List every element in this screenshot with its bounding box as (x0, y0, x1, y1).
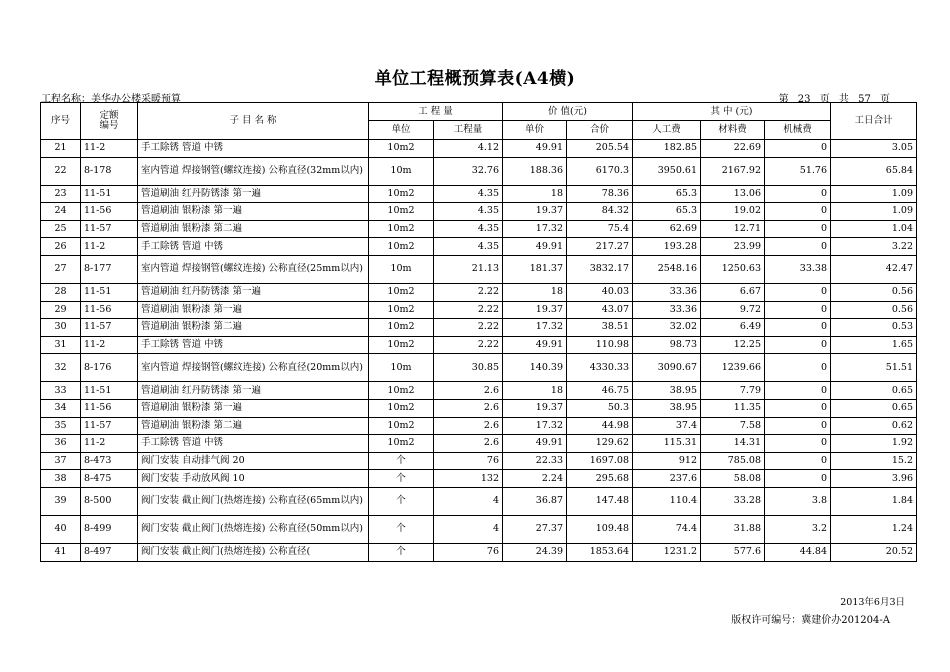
row-qty: 2.22 (434, 336, 503, 354)
row-price: 49.91 (503, 336, 567, 354)
page-label-gong: 共 (838, 94, 849, 105)
license-number: 版权许可编号：冀建价办201204-A (731, 615, 890, 626)
row-qty: 76 (434, 452, 503, 470)
row-total: 43.07 (567, 301, 633, 319)
row-price: 49.91 (503, 435, 567, 453)
row-qty: 2.22 (434, 301, 503, 319)
row-price: 19.37 (503, 399, 567, 417)
row-material: 13.06 (701, 185, 765, 203)
row-code: 11-57 (81, 220, 138, 238)
row-workday: 1.09 (831, 185, 917, 203)
row-price: 19.37 (503, 301, 567, 319)
row-seq: 36 (41, 435, 81, 453)
row-unit: 10m (369, 354, 434, 382)
row-price: 36.87 (503, 487, 567, 515)
row-name: 室内管道 焊接钢管(螺纹连接) 公称直径(20mm以内) (138, 354, 369, 382)
row-labor: 3090.67 (633, 354, 701, 382)
row-seq: 39 (41, 487, 81, 515)
row-machine: 0 (765, 140, 831, 158)
row-machine: 0 (765, 336, 831, 354)
row-seq: 32 (41, 354, 81, 382)
row-price: 24.39 (503, 543, 567, 561)
row-name: 手工除锈 管道 中锈 (138, 435, 369, 453)
row-machine: 0 (765, 203, 831, 221)
row-total: 1697.08 (567, 452, 633, 470)
table-row (41, 452, 917, 470)
row-name: 阀门安装 自动排气阀 20 (138, 452, 369, 470)
row-labor: 74.4 (633, 515, 701, 543)
table-row (41, 435, 917, 453)
row-qty: 2.22 (434, 319, 503, 337)
row-unit: 10m2 (369, 336, 434, 354)
row-labor: 32.02 (633, 319, 701, 337)
header-seq: 序号 (41, 103, 81, 140)
row-code: 11-2 (81, 140, 138, 158)
row-seq: 38 (41, 470, 81, 488)
table-row (41, 487, 917, 515)
header-labor: 人工费 (633, 121, 701, 140)
row-seq: 30 (41, 319, 81, 337)
row-code: 11-56 (81, 399, 138, 417)
row-material: 785.08 (701, 452, 765, 470)
row-unit: 10m2 (369, 435, 434, 453)
row-machine: 51.76 (765, 157, 831, 185)
row-price: 188.36 (503, 157, 567, 185)
row-seq: 31 (41, 336, 81, 354)
row-machine: 0 (765, 452, 831, 470)
row-code: 11-2 (81, 336, 138, 354)
row-workday: 0.56 (831, 301, 917, 319)
row-unit: 个 (369, 543, 434, 561)
row-price: 18 (503, 185, 567, 203)
row-qty: 4.35 (434, 220, 503, 238)
row-code: 8-473 (81, 452, 138, 470)
row-name: 管道刷油 银粉漆 第二遍 (138, 220, 369, 238)
row-qty: 76 (434, 543, 503, 561)
header-unit: 单位 (369, 121, 434, 140)
row-code: 8-177 (81, 255, 138, 283)
table-row (41, 157, 917, 185)
row-workday: 51.51 (831, 354, 917, 382)
row-code: 11-57 (81, 319, 138, 337)
row-material: 33.28 (701, 487, 765, 515)
row-labor: 98.73 (633, 336, 701, 354)
row-name: 阀门安装 截止阀门(热熔连接) 公称直径( (138, 543, 369, 561)
header-machine: 机械费 (765, 121, 831, 140)
row-workday: 0.53 (831, 319, 917, 337)
table-row (41, 543, 917, 561)
row-total: 38.51 (567, 319, 633, 337)
row-total: 84.32 (567, 203, 633, 221)
row-material: 6.49 (701, 319, 765, 337)
row-workday: 1.84 (831, 487, 917, 515)
row-qty: 32.76 (434, 157, 503, 185)
row-machine: 0 (765, 382, 831, 400)
row-unit: 10m2 (369, 283, 434, 301)
row-seq: 21 (41, 140, 81, 158)
table-row (41, 417, 917, 435)
row-code: 11-51 (81, 382, 138, 400)
row-code: 11-2 (81, 238, 138, 256)
table-row (41, 203, 917, 221)
row-name: 手工除锈 管道 中锈 (138, 140, 369, 158)
row-code: 11-51 (81, 185, 138, 203)
row-code: 11-57 (81, 417, 138, 435)
page-current: 23 (797, 94, 811, 105)
header-qty-group: 工 程 量 (369, 103, 503, 121)
row-material: 1239.66 (701, 354, 765, 382)
row-code: 8-499 (81, 515, 138, 543)
header-name: 子 目 名 称 (138, 103, 369, 140)
row-machine: 3.2 (765, 515, 831, 543)
header-workday: 工日合计 (831, 103, 917, 140)
row-workday: 1.65 (831, 336, 917, 354)
page-label-ye: 页 (819, 94, 830, 105)
row-total: 40.03 (567, 283, 633, 301)
row-total: 75.4 (567, 220, 633, 238)
row-seq: 27 (41, 255, 81, 283)
table-row (41, 220, 917, 238)
row-labor: 38.95 (633, 399, 701, 417)
row-material: 19.02 (701, 203, 765, 221)
row-total: 1853.64 (567, 543, 633, 561)
row-qty: 21.13 (434, 255, 503, 283)
report-date: 2013年6月3日 (840, 597, 905, 608)
row-workday: 0.56 (831, 283, 917, 301)
row-workday: 3.96 (831, 470, 917, 488)
row-workday: 15.2 (831, 452, 917, 470)
row-unit: 10m2 (369, 399, 434, 417)
row-qty: 2.6 (434, 417, 503, 435)
row-seq: 29 (41, 301, 81, 319)
row-price: 49.91 (503, 140, 567, 158)
row-unit: 10m2 (369, 220, 434, 238)
row-name: 管道刷油 红丹防锈漆 第一遍 (138, 185, 369, 203)
row-name: 阀门安装 截止阀门(热熔连接) 公称直径(65mm以内) (138, 487, 369, 515)
row-labor: 2548.16 (633, 255, 701, 283)
row-qty: 2.6 (434, 382, 503, 400)
row-labor: 193.28 (633, 238, 701, 256)
row-machine: 0 (765, 470, 831, 488)
row-name: 阀门安装 手动放风阀 10 (138, 470, 369, 488)
row-machine: 0 (765, 283, 831, 301)
row-labor: 182.85 (633, 140, 701, 158)
header-code: 定额 编号 (81, 103, 138, 140)
row-workday: 3.22 (831, 238, 917, 256)
row-seq: 24 (41, 203, 81, 221)
row-total: 46.75 (567, 382, 633, 400)
project-name: 工程名称：美华办公楼采暖预算 (41, 94, 181, 105)
row-material: 23.99 (701, 238, 765, 256)
row-total: 147.48 (567, 487, 633, 515)
row-total: 295.68 (567, 470, 633, 488)
row-workday: 0.65 (831, 399, 917, 417)
row-labor: 912 (633, 452, 701, 470)
row-qty: 132 (434, 470, 503, 488)
row-name: 管道刷油 银粉漆 第一遍 (138, 399, 369, 417)
row-material: 12.71 (701, 220, 765, 238)
row-machine: 0 (765, 301, 831, 319)
row-machine: 44.84 (765, 543, 831, 561)
row-seq: 37 (41, 452, 81, 470)
row-unit: 10m2 (369, 185, 434, 203)
row-qty: 2.6 (434, 435, 503, 453)
row-unit: 个 (369, 515, 434, 543)
row-labor: 65.3 (633, 203, 701, 221)
row-price: 22.33 (503, 452, 567, 470)
row-name: 管道刷油 银粉漆 第二遍 (138, 319, 369, 337)
header-total: 合价 (567, 121, 633, 140)
row-name: 管道刷油 红丹防锈漆 第一遍 (138, 283, 369, 301)
row-labor: 3950.61 (633, 157, 701, 185)
row-price: 17.32 (503, 417, 567, 435)
row-labor: 37.4 (633, 417, 701, 435)
page-label-ye: 页 (880, 94, 890, 105)
row-machine: 0 (765, 238, 831, 256)
row-unit: 个 (369, 452, 434, 470)
row-name: 手工除锈 管道 中锈 (138, 238, 369, 256)
row-seq: 41 (41, 543, 81, 561)
table-row (41, 382, 917, 400)
row-total: 50.3 (567, 399, 633, 417)
row-code: 11-51 (81, 283, 138, 301)
row-price: 17.32 (503, 220, 567, 238)
page-title: 单位工程概预算表(A4横) (374, 69, 576, 89)
row-total: 129.62 (567, 435, 633, 453)
row-code: 11-56 (81, 203, 138, 221)
row-unit: 10m2 (369, 319, 434, 337)
row-price: 49.91 (503, 238, 567, 256)
row-name: 管道刷油 银粉漆 第二遍 (138, 417, 369, 435)
row-workday: 1.24 (831, 515, 917, 543)
row-machine: 0 (765, 417, 831, 435)
row-price: 181.37 (503, 255, 567, 283)
row-code: 11-56 (81, 301, 138, 319)
row-workday: 1.92 (831, 435, 917, 453)
row-total: 217.27 (567, 238, 633, 256)
row-material: 7.58 (701, 417, 765, 435)
table-row (41, 354, 917, 382)
row-workday: 65.84 (831, 157, 917, 185)
row-machine: 0 (765, 354, 831, 382)
row-price: 18 (503, 283, 567, 301)
table-row (41, 255, 917, 283)
row-workday: 42.47 (831, 255, 917, 283)
row-total: 44.98 (567, 417, 633, 435)
row-seq: 26 (41, 238, 81, 256)
budget-table (40, 102, 917, 562)
row-code: 8-497 (81, 543, 138, 561)
row-workday: 1.09 (831, 203, 917, 221)
row-qty: 4.35 (434, 238, 503, 256)
table-row (41, 515, 917, 543)
row-material: 58.08 (701, 470, 765, 488)
row-labor: 38.95 (633, 382, 701, 400)
row-unit: 10m2 (369, 382, 434, 400)
row-material: 14.31 (701, 435, 765, 453)
row-name: 管道刷油 银粉漆 第一遍 (138, 301, 369, 319)
row-material: 11.35 (701, 399, 765, 417)
table-row (41, 399, 917, 417)
row-unit: 10m2 (369, 140, 434, 158)
row-labor: 33.36 (633, 283, 701, 301)
page-label-di: 第 (778, 94, 789, 105)
row-labor: 33.36 (633, 301, 701, 319)
row-machine: 33.38 (765, 255, 831, 283)
row-price: 140.39 (503, 354, 567, 382)
row-qty: 4 (434, 515, 503, 543)
row-unit: 10m (369, 157, 434, 185)
row-seq: 25 (41, 220, 81, 238)
row-total: 3832.17 (567, 255, 633, 283)
row-qty: 4.35 (434, 185, 503, 203)
row-qty: 4.12 (434, 140, 503, 158)
row-name: 手工除锈 管道 中锈 (138, 336, 369, 354)
row-unit: 个 (369, 470, 434, 488)
row-seq: 28 (41, 283, 81, 301)
row-labor: 237.6 (633, 470, 701, 488)
row-material: 9.72 (701, 301, 765, 319)
row-machine: 0 (765, 185, 831, 203)
row-total: 4330.33 (567, 354, 633, 382)
row-qty: 4 (434, 487, 503, 515)
row-code: 8-475 (81, 470, 138, 488)
table-row (41, 185, 917, 203)
row-code: 11-2 (81, 435, 138, 453)
row-material: 12.25 (701, 336, 765, 354)
table-row (41, 336, 917, 354)
row-workday: 20.52 (831, 543, 917, 561)
row-seq: 22 (41, 157, 81, 185)
page-total: 57 (858, 94, 871, 105)
row-labor: 65.3 (633, 185, 701, 203)
row-unit: 10m2 (369, 238, 434, 256)
row-machine: 0 (765, 319, 831, 337)
row-workday: 3.05 (831, 140, 917, 158)
row-total: 78.36 (567, 185, 633, 203)
row-machine: 0 (765, 399, 831, 417)
row-name: 阀门安装 截止阀门(热熔连接) 公称直径(50mm以内) (138, 515, 369, 543)
row-labor: 115.31 (633, 435, 701, 453)
header-material: 材料费 (701, 121, 765, 140)
row-total: 109.48 (567, 515, 633, 543)
row-total: 6170.3 (567, 157, 633, 185)
row-labor: 110.4 (633, 487, 701, 515)
row-seq: 33 (41, 382, 81, 400)
row-material: 1250.63 (701, 255, 765, 283)
row-code: 8-500 (81, 487, 138, 515)
row-material: 31.88 (701, 515, 765, 543)
row-price: 18 (503, 382, 567, 400)
row-machine: 0 (765, 220, 831, 238)
row-seq: 23 (41, 185, 81, 203)
row-labor: 62.69 (633, 220, 701, 238)
row-unit: 10m2 (369, 417, 434, 435)
row-name: 室内管道 焊接钢管(螺纹连接) 公称直径(32mm以内) (138, 157, 369, 185)
table-row (41, 319, 917, 337)
row-material: 2167.92 (701, 157, 765, 185)
table-row (41, 301, 917, 319)
header-price: 单价 (503, 121, 567, 140)
row-workday: 1.04 (831, 220, 917, 238)
row-unit: 10m2 (369, 203, 434, 221)
row-material: 7.79 (701, 382, 765, 400)
header-value-group: 价 值(元) (503, 103, 633, 121)
table-row (41, 140, 917, 158)
header-among-group: 其 中 (元) (633, 103, 831, 121)
row-price: 19.37 (503, 203, 567, 221)
row-machine: 0 (765, 435, 831, 453)
row-code: 8-178 (81, 157, 138, 185)
row-price: 17.32 (503, 319, 567, 337)
row-seq: 34 (41, 399, 81, 417)
row-total: 110.98 (567, 336, 633, 354)
row-price: 27.37 (503, 515, 567, 543)
row-price: 2.24 (503, 470, 567, 488)
header-qty: 工程量 (434, 121, 503, 140)
row-total: 205.54 (567, 140, 633, 158)
row-seq: 40 (41, 515, 81, 543)
row-material: 577.6 (701, 543, 765, 561)
row-unit: 10m2 (369, 301, 434, 319)
table-row (41, 470, 917, 488)
row-qty: 30.85 (434, 354, 503, 382)
row-material: 6.67 (701, 283, 765, 301)
row-code: 8-176 (81, 354, 138, 382)
row-seq: 35 (41, 417, 81, 435)
row-unit: 10m (369, 255, 434, 283)
row-labor: 1231.2 (633, 543, 701, 561)
row-workday: 0.65 (831, 382, 917, 400)
row-workday: 0.62 (831, 417, 917, 435)
row-qty: 2.6 (434, 399, 503, 417)
row-qty: 4.35 (434, 203, 503, 221)
row-qty: 2.22 (434, 283, 503, 301)
row-name: 室内管道 焊接钢管(螺纹连接) 公称直径(25mm以内) (138, 255, 369, 283)
row-material: 22.69 (701, 140, 765, 158)
row-unit: 个 (369, 487, 434, 515)
table-row (41, 238, 917, 256)
table-row (41, 283, 917, 301)
row-name: 管道刷油 银粉漆 第一遍 (138, 203, 369, 221)
row-machine: 3.8 (765, 487, 831, 515)
row-name: 管道刷油 红丹防锈漆 第一遍 (138, 382, 369, 400)
